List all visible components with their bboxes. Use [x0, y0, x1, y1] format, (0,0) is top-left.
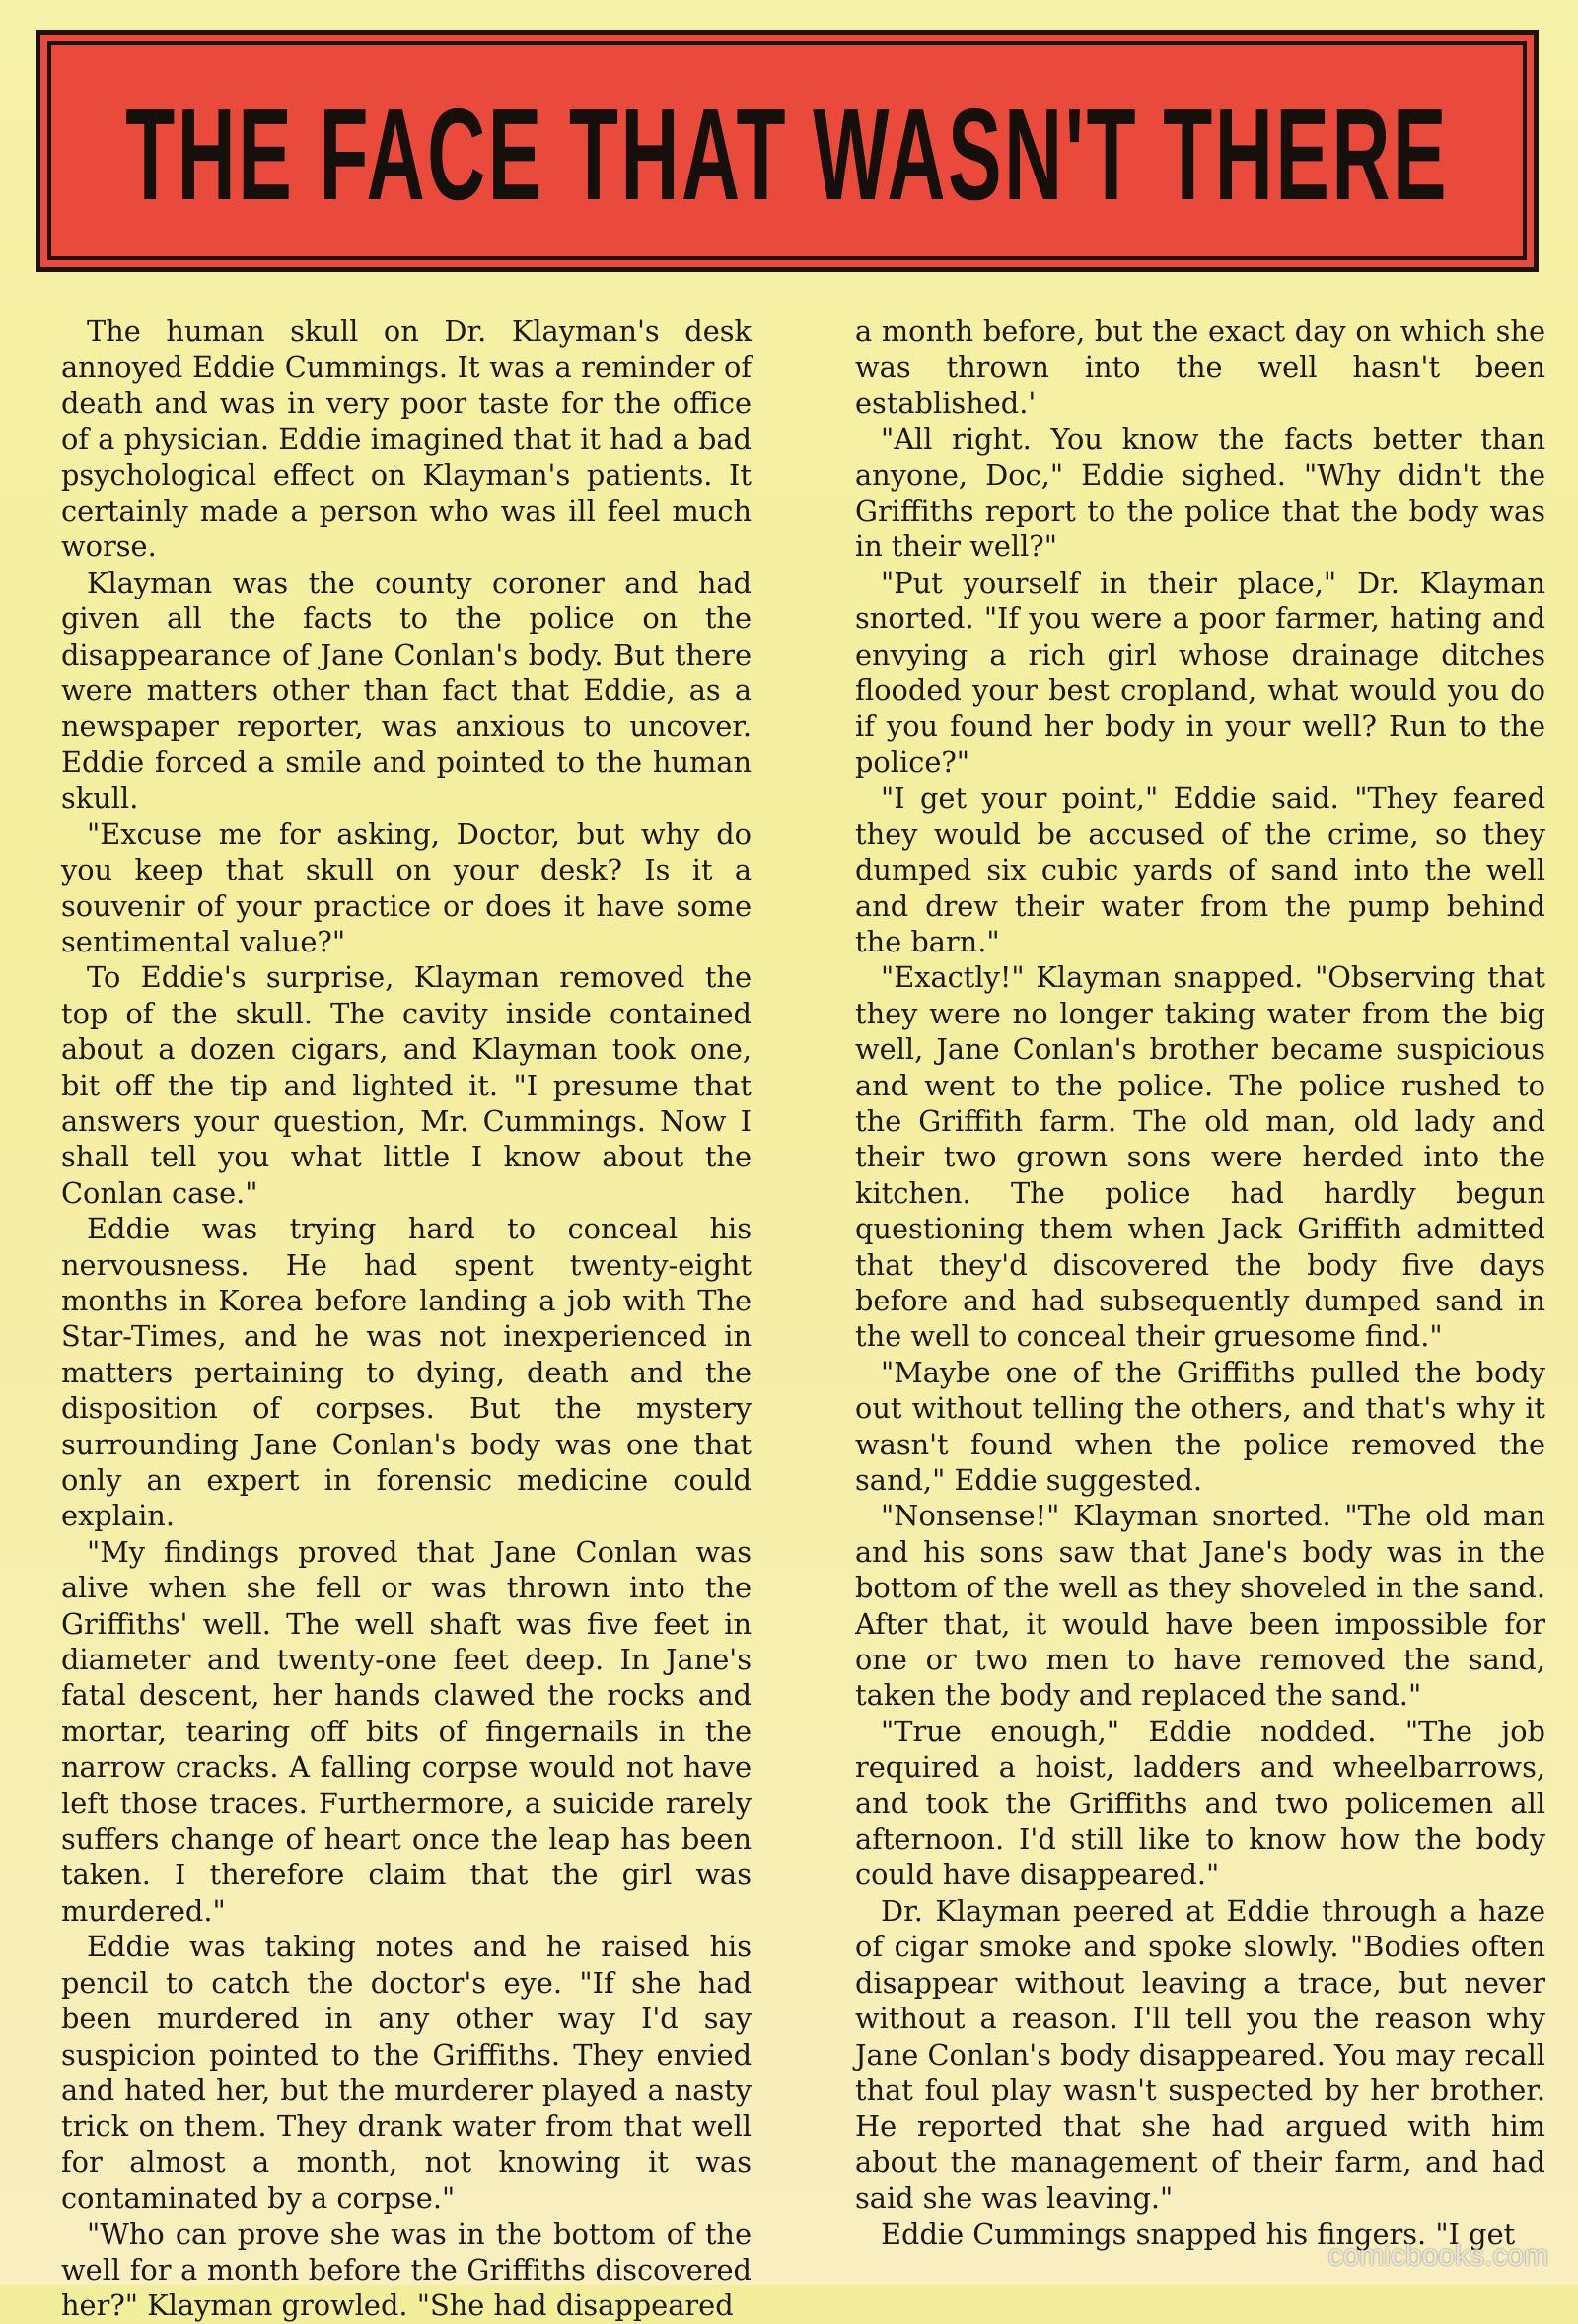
- paragraph: Eddie Cummings snapped his fingers. "I get: [881, 2217, 1516, 2251]
- paragraph: "I get your point," Eddie said. "They feared they would be accused of the crime, so they dumped six cubic yards of sand into the well and drew their water from the pump behind the barn.": [855, 781, 1545, 958]
- left-column: [61, 314, 752, 2323]
- paragraph: Klayman was the county coroner and had given all the facts to the police on the disappearance of Jane Conlan's body. But there were matters other than fact that Eddie, as a newspaper reporter, was anxious to uncover. Eddie forced a smile and pointed to the human skull.: [61, 565, 752, 815]
- paragraph: "Who can prove she was in the bottom of the well for a month before the Griffiths discovered her?" Klayman growled. "She had disappeared: [61, 2217, 752, 2323]
- paragraph: To Eddie's surprise, Klayman removed the top of the skull. The cavity inside contained about a dozen cigars, and Klayman took one, bit off the tip and lighted it. "I presume that answers your question, Mr. Cummings. Now I shall tell you what little I know about the Conlan case.": [61, 960, 752, 1210]
- paragraph: "My findings proved that Jane Conlan was alive when she fell or was thrown into the Griffiths' well. The well shaft was five feet in diameter and twenty-one feet deep. In Jane's fatal descent, her hands clawed the rocks and mortar, tearing off bits of fingernails in the narrow cracks. A falling corpse would not have left those traces. Furthermore, a suicide rarely suffers change of heart once the leap has been taken. I therefore claim that the girl was murdered.": [61, 1534, 752, 1928]
- paragraph: The human skull on Dr. Klayman's desk annoyed Eddie Cummings. It was a reminder of death and was in very poor taste for the office of a physician. Eddie imagined that it had a bad psychological effect on Klayman's patients. It certainly made a person who was ill feel much worse.: [61, 315, 752, 564]
- paragraph: Dr. Klayman peered at Eddie through a haze of cigar smoke and spoke slowly. "Bodies often disappear without leaving a trace, but never without a reason. I'll tell you the reason why Jane Conlan's body disappeared. You may recall that foul play wasn't suspected by her brother. He reported that she had argued with him about the management of their farm, and had said she was leaving.": [855, 1893, 1545, 2216]
- paragraph: "Exactly!" Klayman snapped. "Observing that they were no longer taking water from the big well, Jane Conlan's brother became suspicious and went to the police. The police rushed to the Griffith farm. The old man, old lady and their two grown sons were herded into the kitchen. The police had hardly begun questioning them when Jack Griffith admitted that they'd discovered the body five days before and had subsequently dumped sand in the well to conceal their gruesome find.": [855, 960, 1545, 1354]
- paragraph: "Put yourself in their place," Dr. Klayman snorted. "If you were a poor farmer, hating and envying a rich girl whose drainage ditches flooded your best cropland, what would you do if you found her body in your well? Run to the police?": [855, 565, 1545, 779]
- story-body: [61, 314, 1545, 2323]
- story-title: THE FACE THAT WASN'T THERE: [125, 82, 1449, 227]
- paragraph: Eddie was trying hard to conceal his nervousness. He had spent twenty-eight months in Korea before landing a job with The Star-Times, and he was not inexperienced in matters pertaining to dying, death and the disposition of corpses. But the mystery surrounding Jane Conlan's body was one that only an expert in forensic medicine could explain.: [61, 1212, 752, 1533]
- paragraph: "True enough," Eddie nodded. "The job required a hoist, ladders and wheelbarrows, and took the Griffiths and two policemen all afternoon. I'd still like to know how the body could have disappeared.": [855, 1714, 1545, 1892]
- paragraph-continued: a month before, but the exact day on which she was thrown into the well hasn't been established.': [855, 315, 1545, 420]
- title-banner: [36, 30, 1539, 272]
- paragraph: Eddie was taking notes and he raised his pencil to catch the doctor's eye. "If she had been murdered in any other way I'd say suspicion pointed to the Griffiths. They envied and hated her, but the murderer played a nasty trick on them. They drank water from that well for almost a month, not knowing it was contaminated by a corpse.": [61, 1930, 752, 2216]
- paragraph: "Nonsense!" Klayman snorted. "The old man and his sons saw that Jane's body was in the bottom of the well as they shoveled in the sand. After that, it would have been impossible for one or two men to have removed the sand, taken the body and replaced the sand.": [855, 1499, 1545, 1713]
- paragraph: "All right. You know the facts better than anyone, Doc," Eddie sighed. "Why didn't the Griffiths report to the police that the body was in their well?": [855, 422, 1545, 564]
- paragraph: "Excuse me for asking, Doctor, but why do you keep that skull on your desk? Is it a souvenir of your practice or does it have some sentimental value?": [61, 816, 752, 958]
- watermark: comicbooks.com: [1327, 2239, 1548, 2272]
- right-column: [855, 314, 1545, 2271]
- paragraph: "Maybe one of the Griffiths pulled the body out without telling the others, and that's why it wasn't found when the police removed the sand," Eddie suggested.: [855, 1355, 1545, 1497]
